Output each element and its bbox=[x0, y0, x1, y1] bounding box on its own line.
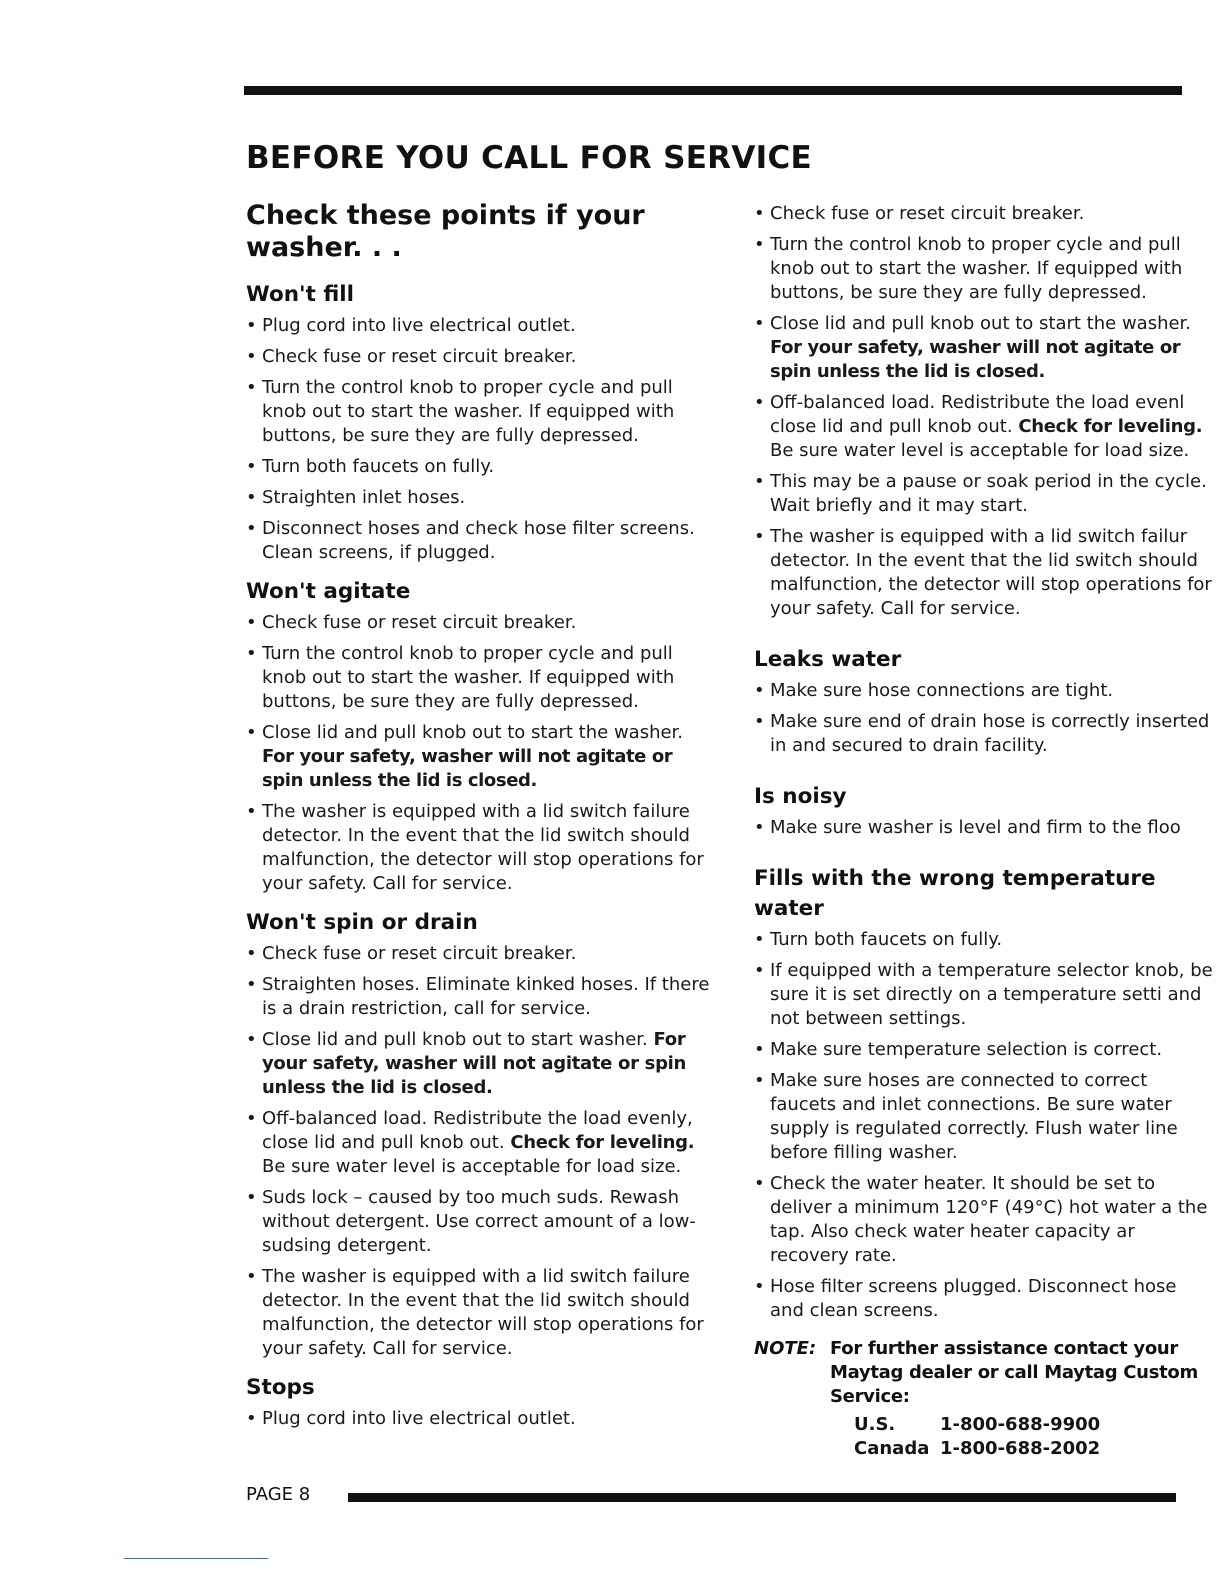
section-leaks-water bbox=[754, 645, 1214, 758]
left-column bbox=[246, 200, 714, 1438]
list-item: • Straighten inlet hoses. bbox=[246, 487, 466, 508]
phone-list bbox=[854, 1413, 1214, 1461]
scan-artifact-line bbox=[124, 1558, 268, 1559]
list-item: • Off-balanced load. Redistribute the load evenly, close lid and pull knob out. Check for leveling. Be sure water level is acceptable for load size. bbox=[246, 1108, 695, 1177]
phone-country: Canada bbox=[854, 1438, 930, 1459]
section-heading: Won't agitate bbox=[246, 579, 411, 604]
list-item: • Check fuse or reset circuit breaker. bbox=[246, 943, 577, 964]
list-item: • Close lid and pull knob out to start the washer. For your safety, washer will not agitate or spin unless the lid is closed. bbox=[754, 312, 1214, 384]
section-is-noisy bbox=[754, 782, 1214, 840]
list-item: • Turn the control knob to proper cycle and pull knob out to start the washer. If equipped with buttons, be sure they are fully depressed. bbox=[246, 377, 675, 446]
list-item: • Close lid and pull knob out to start the washer. For your safety, washer will not agitate or spin unless the lid is closed. bbox=[246, 721, 714, 793]
phone-country: U.S. bbox=[854, 1414, 896, 1435]
section-heading: Is noisy bbox=[754, 784, 847, 809]
list-item: • Suds lock – caused by too much suds. Rewash without detergent. Use correct amount of a low-sudsing detergent. bbox=[246, 1187, 696, 1256]
section-wrong-temperature bbox=[754, 864, 1214, 1323]
list-item: • The washer is equipped with a lid switch failure detector. In the event that the lid switch should malfunction, the detector will stop operations for your safety. Call for service. bbox=[246, 1266, 704, 1359]
note-label: NOTE: bbox=[754, 1338, 817, 1359]
list-item: • Check the water heater. It should be set to deliver a minimum 120°F (49°C) hot water a the tap. Also check water heater capacity ar recovery rate. bbox=[754, 1173, 1208, 1266]
list-item: • Make sure temperature selection is correct. bbox=[754, 1039, 1163, 1060]
section-wont-agitate bbox=[246, 577, 714, 896]
list-item: • If equipped with a temperature selector knob, be sure it is set directly on a temperature setti and not between settings. bbox=[754, 960, 1213, 1029]
section-heading: Fills with the wrong temperature water bbox=[754, 866, 1156, 921]
section-heading: Won't spin or drain bbox=[246, 910, 478, 935]
section-heading: Stops bbox=[246, 1375, 315, 1400]
list-item: • The washer is equipped with a lid switch failur detector. In the event that the lid switch should malfunction, the detector will stop operations for your safety. Call for service. bbox=[754, 526, 1212, 619]
phone-row-canada bbox=[854, 1437, 1214, 1461]
phone-number: 1-800-688-2002 bbox=[940, 1438, 1101, 1459]
list-item: • Make sure hose connections are tight. bbox=[754, 680, 1114, 701]
note-text: For further assistance contact your Maytag dealer or call Maytag Custom Service: bbox=[830, 1338, 1198, 1407]
list-item: • Off-balanced load. Redistribute the load evenl close lid and pull knob out. Check for leveling. Be sure water level is acceptable for load size. bbox=[754, 392, 1203, 461]
list-item: • Close lid and pull knob out to start washer. For your safety, washer will not agitate or spin unless the lid is closed. bbox=[246, 1029, 687, 1098]
list-item: • Disconnect hoses and check hose filter screens. Clean screens, if plugged. bbox=[246, 518, 695, 563]
phone-row-us bbox=[854, 1413, 1214, 1437]
section-heading: Won't fill bbox=[246, 282, 355, 307]
leveling-note: Check for leveling. bbox=[1018, 416, 1203, 437]
phone-number: 1-800-688-9900 bbox=[940, 1414, 1101, 1435]
list-item: • Turn both faucets on fully. bbox=[754, 929, 1003, 950]
intro-heading: Check these points if your washer. . . bbox=[246, 200, 645, 263]
list-item: • Straighten hoses. Eliminate kinked hoses. If there is a drain restriction, call for service. bbox=[246, 974, 710, 1019]
list-item: • Turn the control knob to proper cycle and pull knob out to start the washer. If equipped with buttons, be sure they are fully depressed. bbox=[246, 643, 675, 712]
list-item: • Check fuse or reset circuit breaker. bbox=[246, 612, 577, 633]
list-item: • Make sure hoses are connected to correct faucets and inlet connections. Be sure water supply is regulated correctly. Flush water line before filling washer. bbox=[754, 1070, 1178, 1163]
section-stops bbox=[246, 1373, 714, 1431]
list-item: • Make sure end of drain hose is correctly inserted in and secured to drain facility. bbox=[754, 711, 1210, 756]
page-number: PAGE 8 bbox=[246, 1484, 311, 1505]
page-title: BEFORE YOU CALL FOR SERVICE bbox=[246, 140, 812, 176]
list-item: • Plug cord into live electrical outlet. bbox=[246, 315, 576, 336]
safety-warning: For your safety, washer will not agitate or spin unless the lid is closed. bbox=[262, 1029, 687, 1098]
safety-warning: For your safety, washer will not agitate or spin unless the lid is closed. bbox=[262, 746, 673, 791]
list-item: • Hose filter screens plugged. Disconnect hose and clean screens. bbox=[754, 1276, 1177, 1321]
section-wont-fill bbox=[246, 280, 714, 565]
section-heading: Leaks water bbox=[754, 647, 902, 672]
safety-warning: For your safety, washer will not agitate or spin unless the lid is closed. bbox=[770, 337, 1181, 382]
list-item: • Check fuse or reset circuit breaker. bbox=[246, 346, 577, 367]
section-stops-continued bbox=[754, 202, 1214, 621]
bottom-rule bbox=[348, 1493, 1176, 1502]
leveling-note: Check for leveling. bbox=[510, 1132, 695, 1153]
right-column bbox=[754, 202, 1214, 1461]
list-item: • The washer is equipped with a lid switch failure detector. In the event that the lid switch should malfunction, the detector will stop operations for your safety. Call for service. bbox=[246, 801, 704, 894]
section-wont-spin-or-drain bbox=[246, 908, 714, 1361]
list-item: • Turn both faucets on fully. bbox=[246, 456, 495, 477]
list-item: • Check fuse or reset circuit breaker. bbox=[754, 203, 1085, 224]
assistance-note bbox=[754, 1337, 1214, 1461]
list-item: • Turn the control knob to proper cycle and pull knob out to start the washer. If equipped with buttons, be sure they are fully depressed. bbox=[754, 234, 1183, 303]
list-item: • Make sure washer is level and firm to the floo bbox=[754, 817, 1181, 838]
top-rule bbox=[244, 86, 1182, 95]
list-item: • This may be a pause or soak period in the cycle. Wait briefly and it may start. bbox=[754, 471, 1207, 516]
list-item: • Plug cord into live electrical outlet. bbox=[246, 1408, 576, 1429]
